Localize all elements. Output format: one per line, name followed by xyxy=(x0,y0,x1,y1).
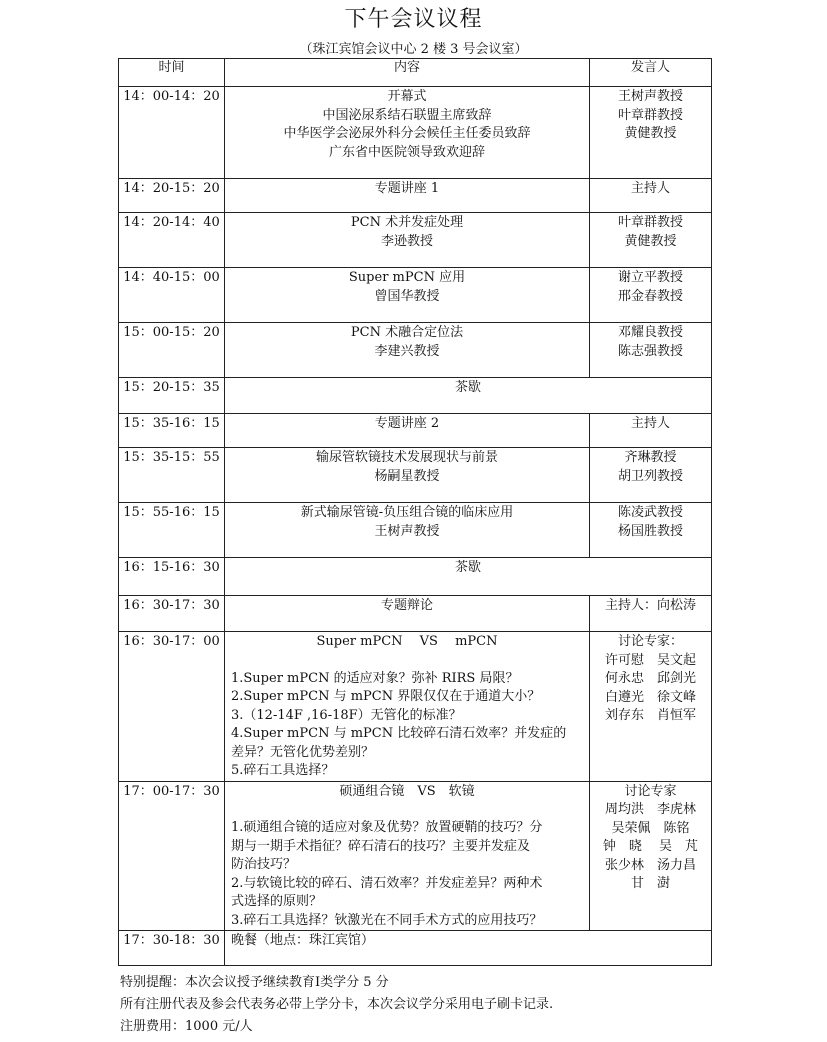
table-row xyxy=(119,448,712,503)
speaker-line: 胡卫列教授 xyxy=(617,468,683,484)
speaker-line: 王树声教授 xyxy=(617,89,683,104)
table-row xyxy=(119,268,712,323)
speaker-line: 周均洪 李虎林 xyxy=(604,802,696,817)
content-line: 晚餐（地点：珠江宾馆） xyxy=(231,933,375,948)
content-line: PCN 术并发症处理 xyxy=(350,215,464,230)
table-row xyxy=(119,596,712,632)
row-time: 14：40-15：00 xyxy=(119,268,225,323)
content-line: 3.（12-14F ,16-18F）无管化的标准？ xyxy=(231,707,462,723)
content-line: 1.Super mPCN 的适应对象？弥补 RIRS 局限？ xyxy=(231,670,519,686)
content-line: 李逊教授 xyxy=(380,233,433,249)
content-line: 中华医学会泌尿外科分会候任主任委员致辞 xyxy=(283,126,531,141)
content-line: 1.硕通组合镜的适应对象及优势？放置硬鞘的技巧？分 xyxy=(231,820,543,835)
row-time: 15：20-15：35 xyxy=(119,378,225,414)
row-content xyxy=(225,323,590,378)
row-speaker xyxy=(590,213,712,268)
table-row xyxy=(119,179,712,213)
content-line: 专题辩论 xyxy=(380,598,433,613)
content-line: 专题讲座 1 xyxy=(374,181,440,196)
table-row xyxy=(119,781,712,931)
row-time: 14：00-14：20 xyxy=(119,87,225,179)
row-time: 14：20-14：40 xyxy=(119,213,225,268)
row-content xyxy=(225,378,712,414)
row-content xyxy=(225,596,590,632)
speaker-line: 主持人 xyxy=(630,181,670,196)
row-content xyxy=(225,179,590,213)
row-content xyxy=(225,558,712,596)
debate-title: 硕通组合镜 VS 软镜 xyxy=(339,783,475,799)
speaker-line: 张少林 汤力昌 xyxy=(604,857,696,873)
table-header-row xyxy=(119,59,712,87)
content-line: 杨嗣星教授 xyxy=(374,468,440,484)
speaker-line: 主持人 xyxy=(630,416,670,431)
content-line: 2.Super mPCN 与 mPCN 界限仅仅在于通道大小？ xyxy=(231,689,541,704)
content-line: 广东省中医院领导致欢迎辞 xyxy=(328,144,485,160)
content-line: 期与一期手术指征？碎石清石的技巧？主要并发症及 xyxy=(231,838,531,854)
page-title: 下午会议议程 xyxy=(344,7,483,32)
table-row xyxy=(119,414,712,448)
row-content xyxy=(225,632,590,782)
speaker-line: 刘存东 肖恒军 xyxy=(604,708,696,723)
speaker-line: 主持人：向松涛 xyxy=(604,598,696,613)
speaker-line: 陈志强教授 xyxy=(617,343,683,359)
row-time: 17：00-17：30 xyxy=(119,781,225,931)
speaker-line: 讨论专家： xyxy=(617,634,683,649)
speaker-line: 齐琳教授 xyxy=(624,450,677,465)
row-content xyxy=(225,213,590,268)
row-time: 16：30-17：00 xyxy=(119,632,225,782)
row-time: 15：55-16：15 xyxy=(119,503,225,558)
header-content: 内容 xyxy=(225,59,590,87)
speaker-line: 白遵光 徐文峰 xyxy=(604,689,696,705)
row-speaker xyxy=(590,414,712,448)
speaker-line: 吴荣佩 陈铭 xyxy=(611,820,690,836)
content-line: 5.碎石工具选择？ xyxy=(231,763,335,778)
content-line: Super mPCN 应用 xyxy=(348,270,466,285)
table-row xyxy=(119,378,712,414)
footer-notes xyxy=(120,972,553,1038)
speaker-line: 黄健教授 xyxy=(624,233,677,249)
content-line: 李建兴教授 xyxy=(374,343,440,359)
speaker-line: 邢金春教授 xyxy=(617,288,683,304)
content-line: 3.碎石工具选择？钬激光在不同手术方式的应用技巧？ xyxy=(231,912,543,928)
speaker-line: 叶章群教授 xyxy=(617,107,683,123)
row-time: 17：30-18：30 xyxy=(119,931,225,966)
row-speaker xyxy=(590,179,712,213)
speaker-line: 杨国胜教授 xyxy=(617,523,683,539)
row-speaker xyxy=(590,87,712,179)
content-line: 4.Super mPCN 与 mPCN 比较碎石清石效率？并发症的 xyxy=(231,726,567,741)
row-time: 15：35-15：55 xyxy=(119,448,225,503)
row-speaker xyxy=(590,503,712,558)
row-time: 14：20-15：20 xyxy=(119,179,225,213)
table-row xyxy=(119,87,712,179)
credit-reminder: 特别提醒：本次会议授予继续教育Ⅰ类学分 5 分 xyxy=(120,975,389,990)
row-content xyxy=(225,781,590,931)
content-line: 开幕式 xyxy=(387,89,427,104)
venue-subtitle: （珠江宾馆会议中心 2 楼 3 号会议室） xyxy=(299,42,528,57)
row-content xyxy=(225,503,590,558)
speaker-line: 邓耀良教授 xyxy=(617,325,683,340)
registration-fee: 注册费用：1000 元/人 xyxy=(120,1019,253,1034)
credit-card-note: 所有注册代表及参会代表务必带上学分卡，本次会议学分采用电子刷卡记录. xyxy=(120,997,554,1012)
speaker-line: 甘 澍 xyxy=(630,876,670,891)
row-speaker xyxy=(590,596,712,632)
speaker-line: 许可慰 吴文起 xyxy=(604,652,696,668)
content-line: PCN 术融合定位法 xyxy=(350,325,464,340)
row-speaker xyxy=(590,268,712,323)
content-line: 式选择的原则？ xyxy=(231,894,323,909)
row-content xyxy=(225,931,712,966)
table-row xyxy=(119,213,712,268)
content-line: 茶歇 xyxy=(454,380,481,395)
speaker-line: 何永忠 邱剑光 xyxy=(604,671,696,686)
content-line: 防治技巧？ xyxy=(231,857,297,872)
agenda-table xyxy=(118,58,712,966)
row-time: 16：15-16：30 xyxy=(119,558,225,596)
content-line: 王树声教授 xyxy=(374,523,440,539)
table-row xyxy=(119,931,712,966)
content-line: 中国泌尿系结石联盟主席致辞 xyxy=(322,107,492,123)
content-line: 曾国华教授 xyxy=(374,288,440,304)
speaker-line: 讨论专家 xyxy=(624,783,677,799)
content-line: 差异？无管化优势差别？ xyxy=(231,744,375,760)
row-speaker xyxy=(590,323,712,378)
content-line: 专题讲座 2 xyxy=(374,416,440,431)
content-line: 新式输尿管镜-负压组合镜的临床应用 xyxy=(300,505,514,520)
debate-title: Super mPCN VS mPCN xyxy=(316,634,498,649)
speaker-line: 钟 晓 吴 芃 xyxy=(602,839,699,854)
header-time: 时间 xyxy=(119,59,225,87)
row-content xyxy=(225,414,590,448)
row-content xyxy=(225,87,590,179)
row-time: 15：35-16：15 xyxy=(119,414,225,448)
row-content xyxy=(225,448,590,503)
speaker-line: 陈凌武教授 xyxy=(617,505,683,520)
row-content xyxy=(225,268,590,323)
speaker-line: 谢立平教授 xyxy=(617,270,683,285)
table-row xyxy=(119,323,712,378)
table-row xyxy=(119,503,712,558)
header-speaker: 发言人 xyxy=(590,59,712,87)
speaker-line: 叶章群教授 xyxy=(617,215,683,230)
row-speaker xyxy=(590,781,712,931)
row-time: 15：00-15：20 xyxy=(119,323,225,378)
speaker-line: 黄健教授 xyxy=(624,126,677,141)
row-time: 16：30-17：30 xyxy=(119,596,225,632)
table-row xyxy=(119,558,712,596)
content-line: 2.与软镜比较的碎石、清石效率？并发症差异？两种术 xyxy=(231,875,543,891)
row-speaker xyxy=(590,632,712,782)
table-row xyxy=(119,632,712,782)
content-line: 输尿管软镜技术发展现状与前景 xyxy=(315,450,498,465)
content-line: 茶歇 xyxy=(454,560,481,575)
row-speaker xyxy=(590,448,712,503)
